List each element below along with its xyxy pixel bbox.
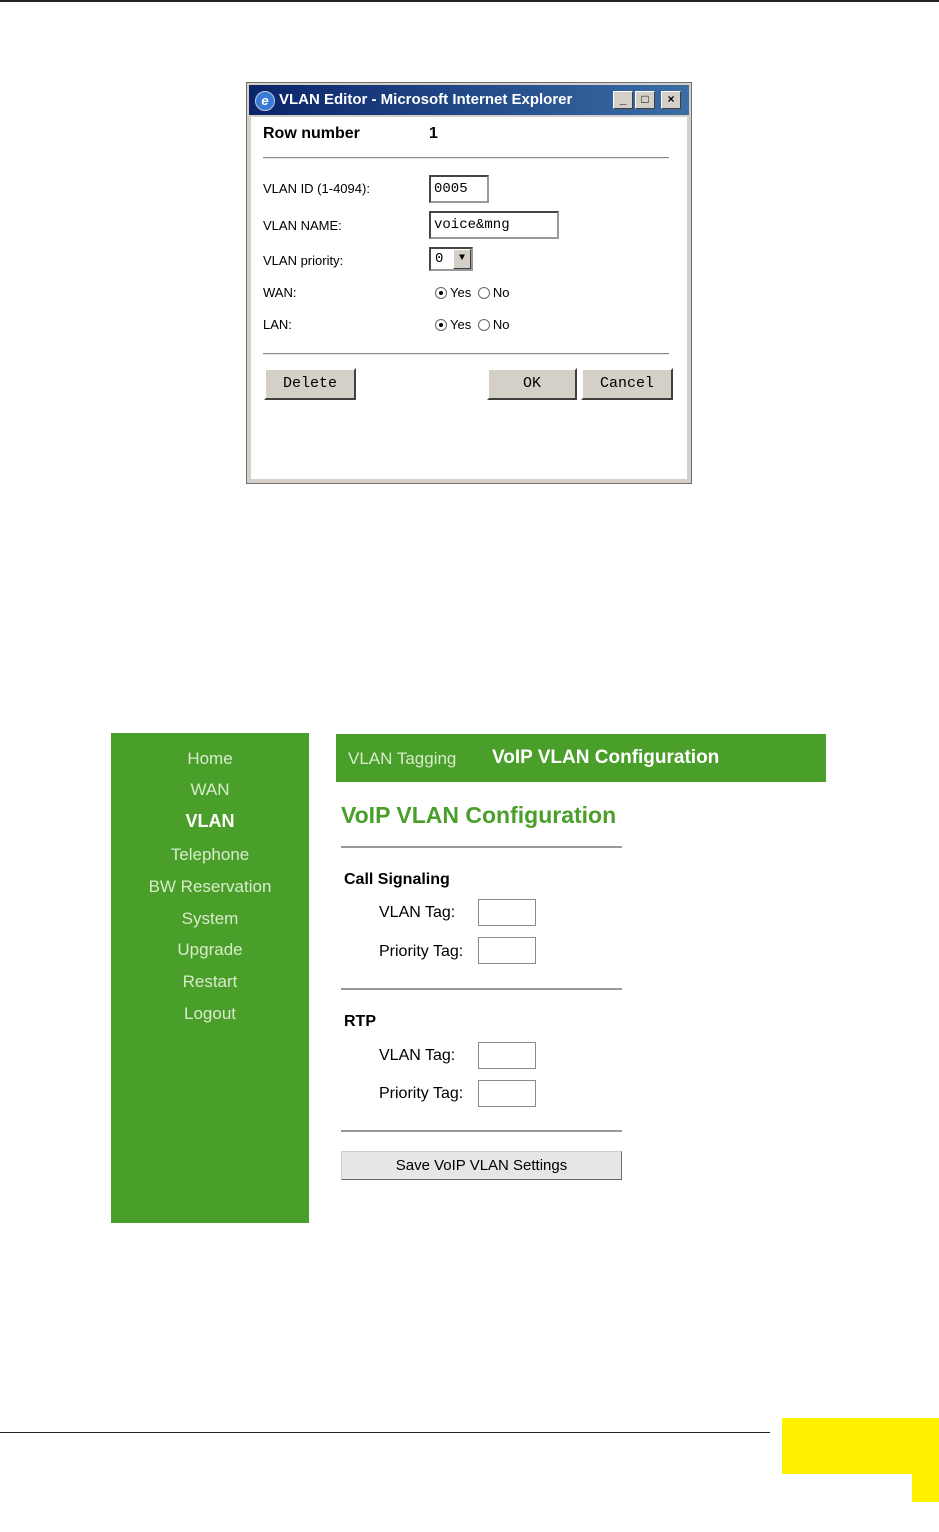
delete-button[interactable]: Delete [264, 368, 356, 400]
dialog-title: VLAN Editor - Microsoft Internet Explorer [279, 91, 573, 108]
dialog-titlebar[interactable] [249, 85, 689, 115]
save-voip-vlan-settings-button[interactable]: Save VoIP VLAN Settings [341, 1151, 622, 1180]
vlan-name-label: VLAN NAME: [263, 218, 342, 233]
sidebar-item-bw-reservation[interactable]: BW Reservation [148, 877, 272, 896]
cancel-button[interactable]: Cancel [581, 368, 673, 400]
lan-yes-radio[interactable] [435, 319, 447, 331]
wan-yes-radio[interactable] [435, 287, 447, 299]
sidebar-item-logout[interactable]: Logout [184, 1004, 236, 1023]
wan-no-label: No [492, 285, 510, 301]
divider [341, 1130, 622, 1132]
rtp-priority-tag-label: Priority Tag: [379, 1085, 464, 1102]
row-number-value: 1 [429, 125, 438, 142]
maximize-button[interactable]: □ [635, 91, 655, 109]
wan-yes-label: Yes [450, 285, 472, 301]
call-signaling-priority-tag-input[interactable] [478, 937, 536, 964]
vlan-editor-dialog [246, 82, 692, 484]
call-signaling-priority-tag-label: Priority Tag: [379, 943, 464, 960]
vlan-id-label: VLAN ID (1-4094): [263, 181, 370, 196]
vlan-name-input[interactable]: voice&mng [429, 211, 559, 239]
wan-label: WAN: [263, 285, 297, 300]
footer-rule [0, 1432, 770, 1433]
vlan-id-input[interactable]: 0005 [429, 175, 489, 203]
sidebar-item-home[interactable]: Home [187, 749, 233, 768]
tab-voip-vlan-configuration[interactable]: VoIP VLAN Configuration [492, 747, 720, 768]
call-signaling-vlan-tag-input[interactable] [478, 899, 536, 926]
sidebar-item-upgrade[interactable]: Upgrade [177, 940, 243, 959]
close-button[interactable]: × [661, 91, 681, 109]
sidebar [111, 733, 309, 1223]
ie-icon: e [255, 91, 275, 111]
minimize-button[interactable]: _ [613, 91, 633, 109]
page-title: VoIP VLAN Configuration [341, 802, 617, 828]
vlan-priority-select[interactable] [429, 247, 473, 271]
vlan-priority-label: VLAN priority: [263, 253, 344, 268]
lan-label: LAN: [263, 317, 292, 332]
tab-bar [336, 734, 826, 782]
rtp-priority-tag-input[interactable] [478, 1080, 536, 1107]
page-tab-marker [782, 1418, 939, 1474]
vlan-priority-value: 0 [435, 251, 444, 267]
call-signaling-heading: Call Signaling [344, 871, 450, 888]
divider [263, 353, 669, 355]
sidebar-item-restart[interactable]: Restart [182, 972, 238, 991]
sidebar-item-system[interactable]: System [181, 909, 239, 928]
rtp-heading: RTP [344, 1013, 376, 1030]
tab-vlan-tagging[interactable]: VLAN Tagging [348, 749, 457, 768]
rtp-vlan-tag-label: VLAN Tag: [379, 1047, 456, 1064]
wan-no-radio[interactable] [478, 287, 490, 299]
call-signaling-vlan-tag-label: VLAN Tag: [379, 904, 456, 921]
divider [341, 846, 622, 848]
lan-no-radio[interactable] [478, 319, 490, 331]
lan-radio-group [435, 316, 512, 332]
chevron-down-icon[interactable]: ▼ [453, 249, 471, 269]
wan-radio-group [435, 284, 512, 300]
divider [341, 988, 622, 990]
sidebar-item-telephone[interactable]: Telephone [170, 845, 250, 864]
top-rule [0, 0, 939, 2]
divider [263, 157, 669, 159]
page-tab-marker-tail [912, 1474, 939, 1502]
rtp-vlan-tag-input[interactable] [478, 1042, 536, 1069]
sidebar-item-wan[interactable]: WAN [190, 780, 230, 799]
row-number-label: Row number [263, 125, 360, 142]
sidebar-item-vlan[interactable]: VLAN [185, 811, 235, 831]
lan-yes-label: Yes [450, 317, 472, 333]
ok-button[interactable]: OK [487, 368, 577, 400]
dialog-body [251, 117, 687, 479]
lan-no-label: No [492, 317, 510, 333]
